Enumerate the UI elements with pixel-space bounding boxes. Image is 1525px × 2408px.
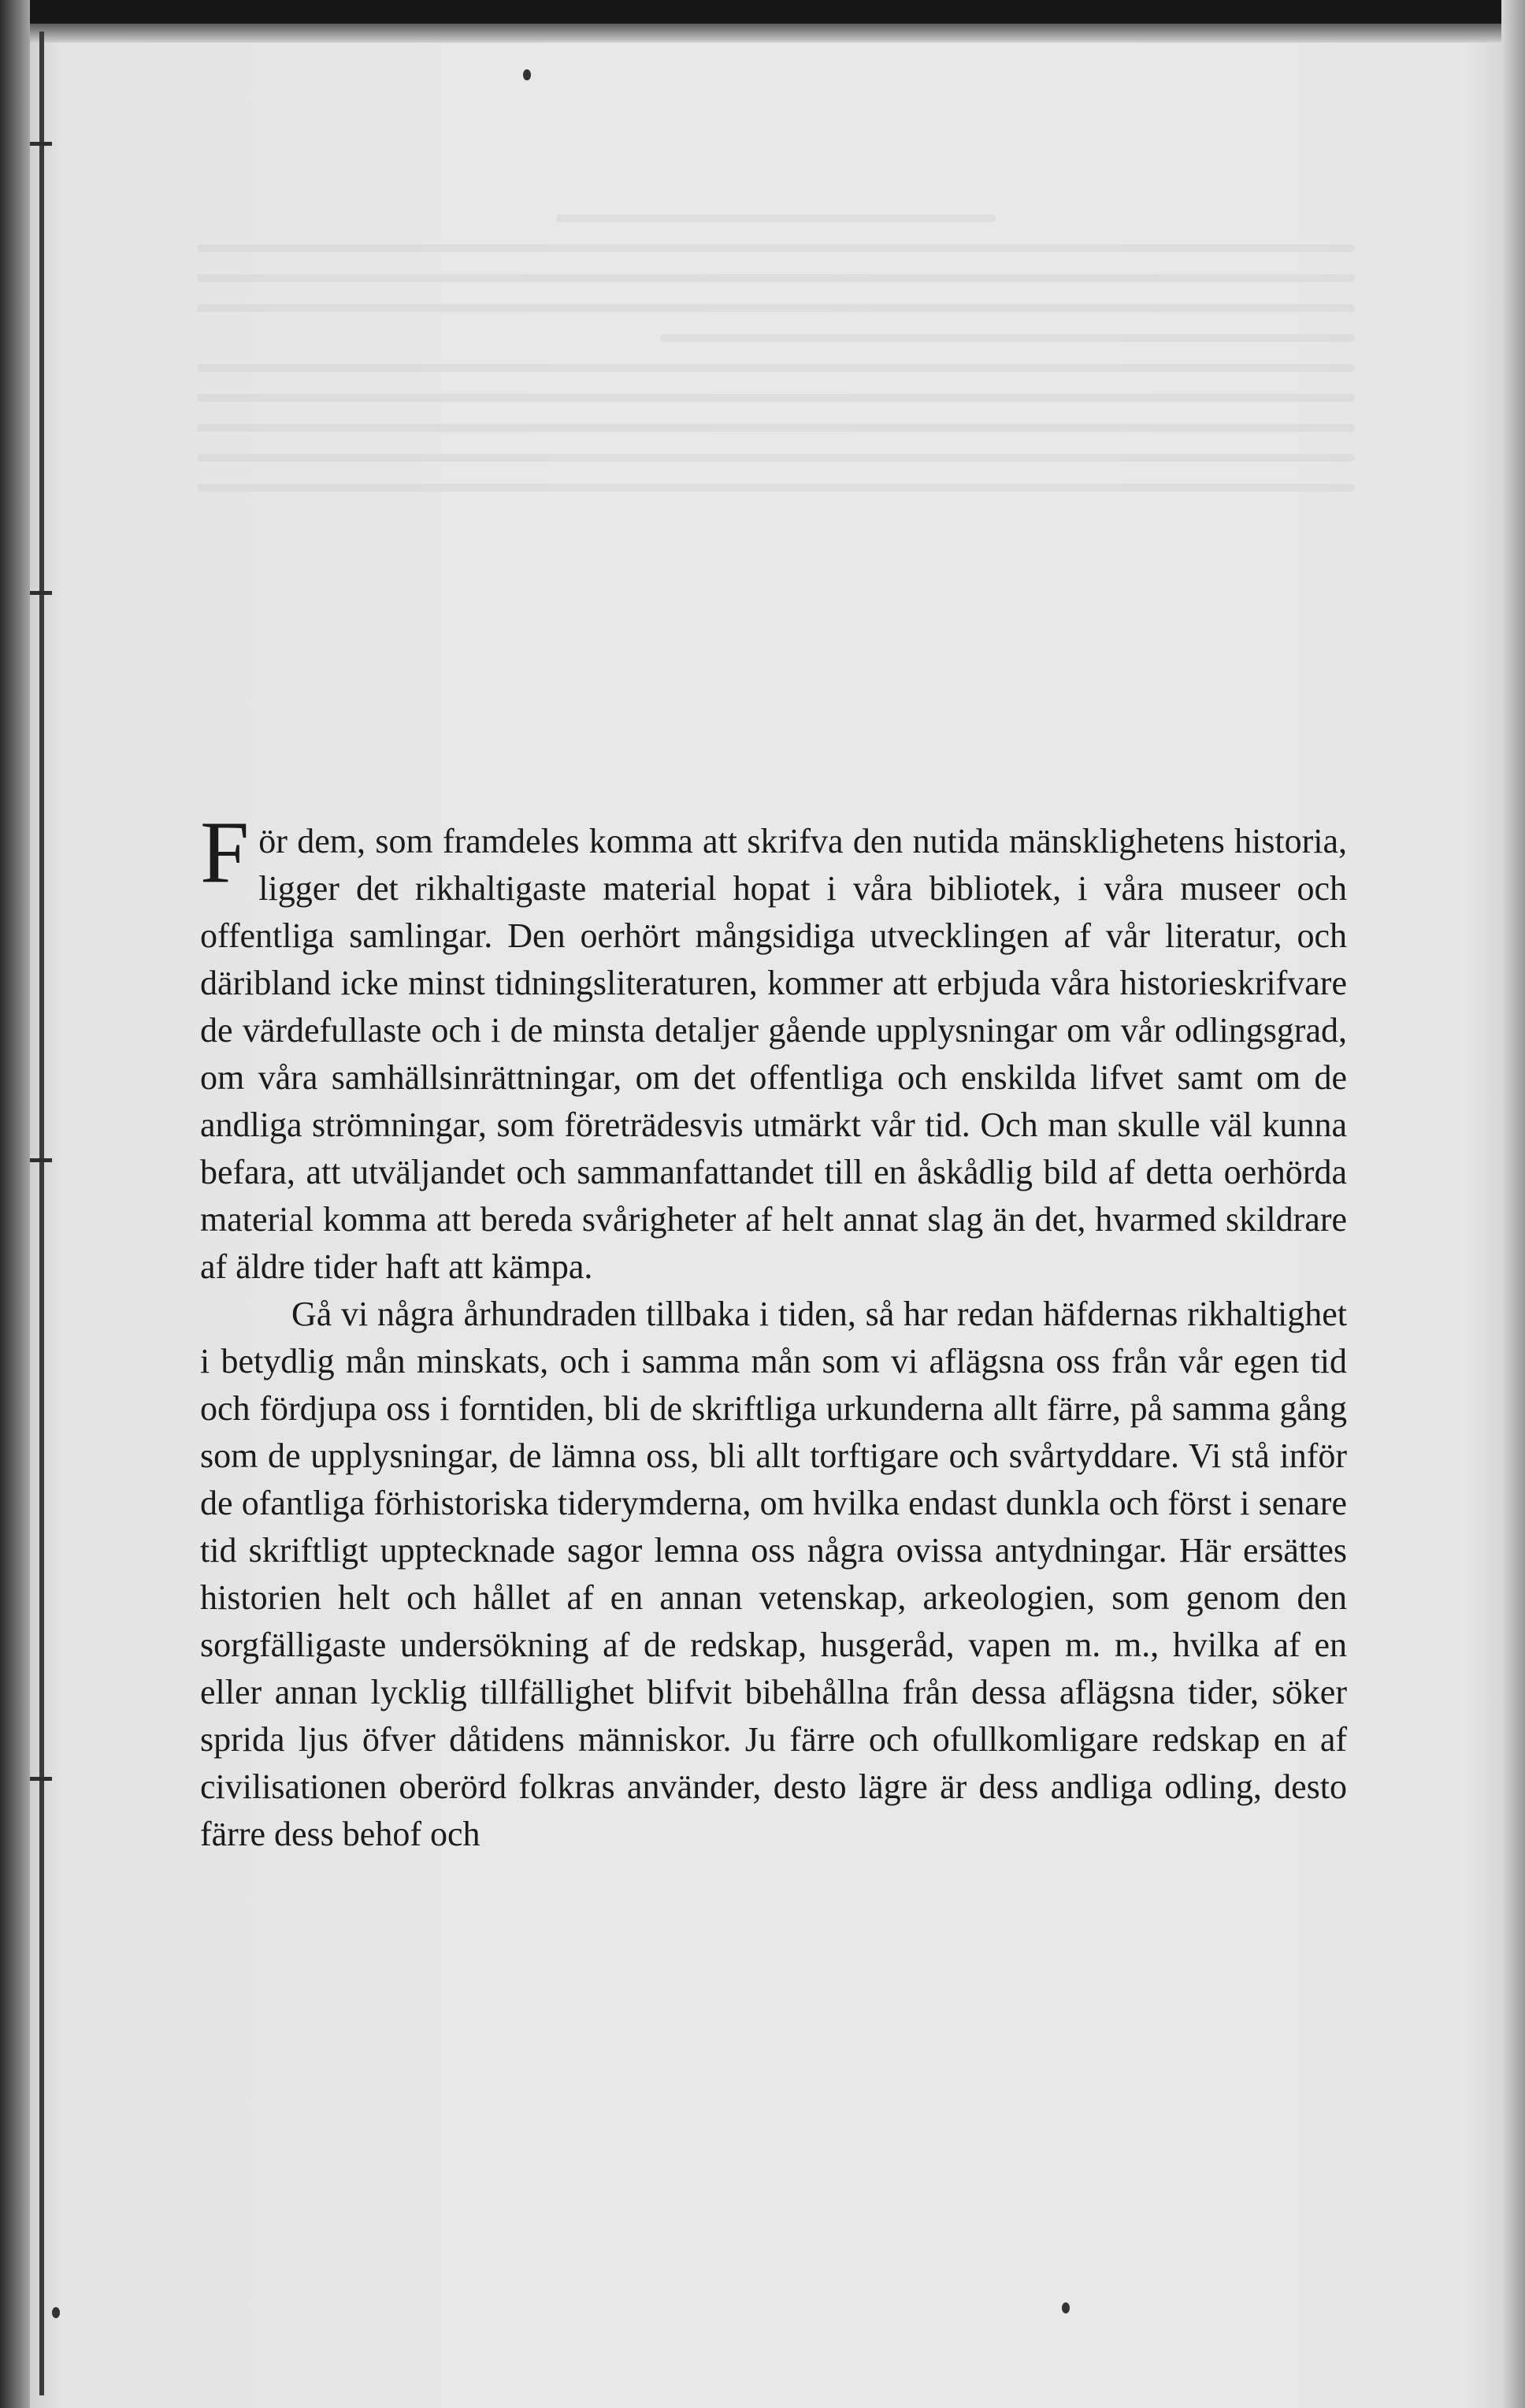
scan-top-shadow-fade [0, 24, 1525, 43]
drop-cap: F [200, 804, 250, 901]
body-text [200, 804, 1347, 1858]
paragraph-1-text: ör dem, som framdeles komma att skrifva den nutida mänsklighetens historia, ligger det rikhaltigaste material hopat i våra bibliotek, i våra museer och offentliga samlingar. Den oerhört mångsidiga utvecklingen af vår literatur, och däribland icke minst tidningsliteraturen, kommer att erbjuda våra historieskrifvare de värdefullaste och i de minsta detaljer gående upplysningar om vår odlingsgrad, om våra samhällsinrättningar, om det offentliga och enskilda lifvet samt om de andliga strömningar, som företrädesvis utmärkt vår tid. Och man skulle väl kunna befara, att utväljandet och sammanfattandet till en åskådlig bild af detta oerhörda material komma att bereda svårigheter af helt annat slag än det, hvarmed skildrare af äldre tider haft att kämpa. [200, 822, 1347, 1286]
paper-speck [523, 69, 531, 80]
book-gutter-line [39, 32, 44, 2395]
paragraph-2: Gå vi några århundraden tillbaka i tiden, så har redan häfdernas rikhaltighet i betydlig mån minskats, och i samma mån som vi aflägsna oss från vår egen tid och fördjupa oss i forntiden, bli de skriftliga urkunderna allt färre, på samma gång som de upplysningar, de lämna oss, bli allt torftigare och svårtyddare. Vi stå inför de ofantliga förhistoriska tiderymderna, om hvilka endast dunkla och först i senare tid skriftligt upptecknade sagor lemna oss några ovissa antydningar. Här ersättes historien helt och hållet af en annan vetenskap, arkeologien, som genom den sorgfälligaste undersökning af de redskap, husgeråd, vapen m. m., hvilka af en eller annan lycklig tillfällighet blifvit bibehållna från dessa aflägsna tider, söker sprida ljus öfver dåtidens människor. Ju färre och ofullkomligare redskap en af civilisationen oberörd folkras använder, desto lägre är dess andliga odling, desto färre dess behof och [200, 1295, 1347, 1853]
binding-mark [30, 142, 52, 146]
book-spine-shadow [0, 0, 30, 2408]
paper-speck [1062, 2302, 1070, 2313]
show-through-from-reverse-page [197, 197, 1355, 827]
binding-mark [30, 1777, 52, 1781]
paper-speck [52, 2307, 60, 2318]
page-right-edge-shadow [1501, 0, 1525, 2408]
binding-mark [30, 591, 52, 595]
scan-top-shadow [0, 0, 1525, 24]
binding-mark [30, 1158, 52, 1162]
paragraph-1 [200, 804, 1347, 1291]
